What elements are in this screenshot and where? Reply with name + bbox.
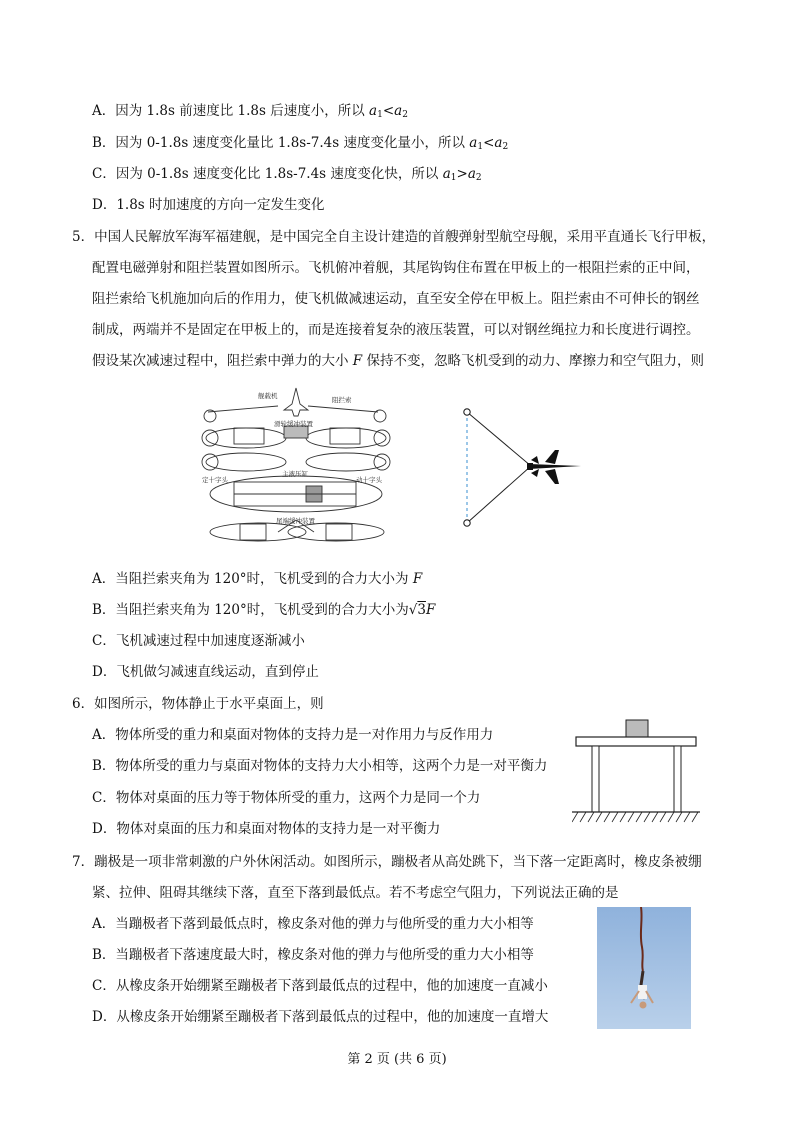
table-with-block-diagram: [572, 716, 702, 828]
table-leg-right: [674, 746, 681, 812]
q6-stem: 6．如图所示，物体静止于水平桌面上，则: [72, 696, 324, 712]
q5-option-a: A．当阻拦索夹角为 120°时，飞机受到的合力大小为 F: [92, 571, 423, 587]
q7-option-c: C．从橡皮条开始绷紧至蹦极者下落到最低点的过程中，他的加速度一直减小: [92, 978, 548, 994]
q5-stem-line-4: 制成，两端并不是固定在甲板上的，而是连接着复杂的液压装置，可以对钢丝绳拉力和长度进行调控。: [92, 322, 700, 338]
label-tail-buffer: 尾端缓冲装置: [276, 517, 315, 525]
q5-stem-line-3: 阻拦索给飞机施加向后的作用力，使飞机做减速运动，直至安全停在甲板上。阻拦索由不可伸长的钢丝: [92, 291, 700, 307]
q7-option-b: B．当蹦极者下落速度最大时，橡皮条对他的弹力与他所受的重力大小相等: [92, 947, 534, 963]
table-top: [576, 737, 696, 746]
sqrt-sign: √3: [408, 602, 426, 618]
anchor-top: [464, 409, 470, 415]
q5-option-d: D．飞机做匀减速直线运动，直到停止: [92, 664, 319, 680]
q7-option-d: D．从橡皮条开始绷紧至蹦极者下落到最低点的过程中，他的加速度一直增大: [92, 1009, 549, 1025]
q7-option-a: A．当蹦极者下落到最低点时，橡皮条对他的弹力与他所受的重力大小相等: [92, 916, 534, 932]
cable-geometry-diagram: [455, 402, 595, 534]
q4-option-d: D．1.8s 时加速度的方向一定发生变化: [92, 197, 325, 213]
jumper-head: [640, 1002, 647, 1009]
q7-stem-line-2: 紧、拉伸、阻碍其继续下落，直至下落到最低点。若不考虑空气阻力，下列说法正确的是: [92, 885, 619, 901]
label-fixed-crosshead: 定十字头: [202, 476, 228, 484]
cable-lower: [467, 466, 531, 523]
cable-upper: [467, 412, 531, 466]
label-carrier-plane: 舰载机: [258, 392, 278, 400]
page-footer: 第 2 页 (共 6 页): [347, 1052, 447, 1067]
label-pulley-buffer: 滑轮缓冲装置: [274, 420, 313, 428]
q4-option-c: C．因为 0-1.8s 速度变化比 1.8s-7.4s 速度变化快，所以 $a_1>a_2$: [92, 166, 482, 183]
ground-hatching: [572, 812, 698, 822]
q4-option-b: B．因为 0-1.8s 速度变化量比 1.8s-7.4s 速度变化量小，所以 $a_1<a_2$: [92, 135, 509, 152]
label-moving-crosshead: 动十字头: [356, 476, 382, 484]
q4-option-a: A．因为 1.8s 前速度比 1.8s 后速度小，所以 $a_1<a_2$: [92, 103, 408, 120]
label-arrest-cable: 阻拦索: [332, 396, 352, 404]
q5-stem-line-1: 5．中国人民解放军海军福建舰，是中国完全自主设计建造的首艘弹射型航空母舰，采用平直通长飞行甲板，: [72, 229, 716, 245]
anchor-bottom: [464, 520, 470, 526]
q5-option-c: C．飞机减速过程中加速度逐渐减小: [92, 633, 305, 649]
q5-stem-line-5: 假设某次减速过程中，阻拦索中弹力的大小 F 保持不变，忽略飞机受到的动力、摩擦力和空气阻力，则: [92, 353, 704, 369]
q7-stem-line-1: 7．蹦极是一项非常刺激的户外休闲活动。如图所示，蹦极者从高处跳下，当下落一定距离时，橡皮条被绷: [72, 854, 702, 870]
table-leg-left: [592, 746, 599, 812]
q6-option-d: D．物体对桌面的压力和桌面对物体的支持力是一对平衡力: [92, 821, 441, 837]
bungee-jumper-photo: [597, 907, 691, 1029]
label-main-cylinder: 主液压缸: [282, 470, 308, 478]
q6-option-c: C．物体对桌面的压力等于物体所受的重力，这两个力是同一个力: [92, 790, 481, 806]
q6-option-a: A．物体所受的重力和桌面对物体的支持力是一对作用力与反作用力: [92, 727, 494, 743]
q5-option-b: B．当阻拦索夹角为 120°时，飞机受到的合力大小为√3F: [92, 602, 436, 618]
arresting-gear-diagram: [198, 382, 394, 548]
block-object: [626, 720, 648, 737]
q5-stem-line-2: 配置电磁弹射和阻拦装置如图所示。飞机俯冲着舰，其尾钩钩住布置在甲板上的一根阻拦索的正中间，: [92, 260, 700, 276]
carrier-plane-icon: [284, 388, 308, 416]
fighter-jet-icon: [527, 450, 581, 484]
q6-option-b: B．物体所受的重力与桌面对物体的支持力大小相等，这两个力是一对平衡力: [92, 758, 548, 774]
